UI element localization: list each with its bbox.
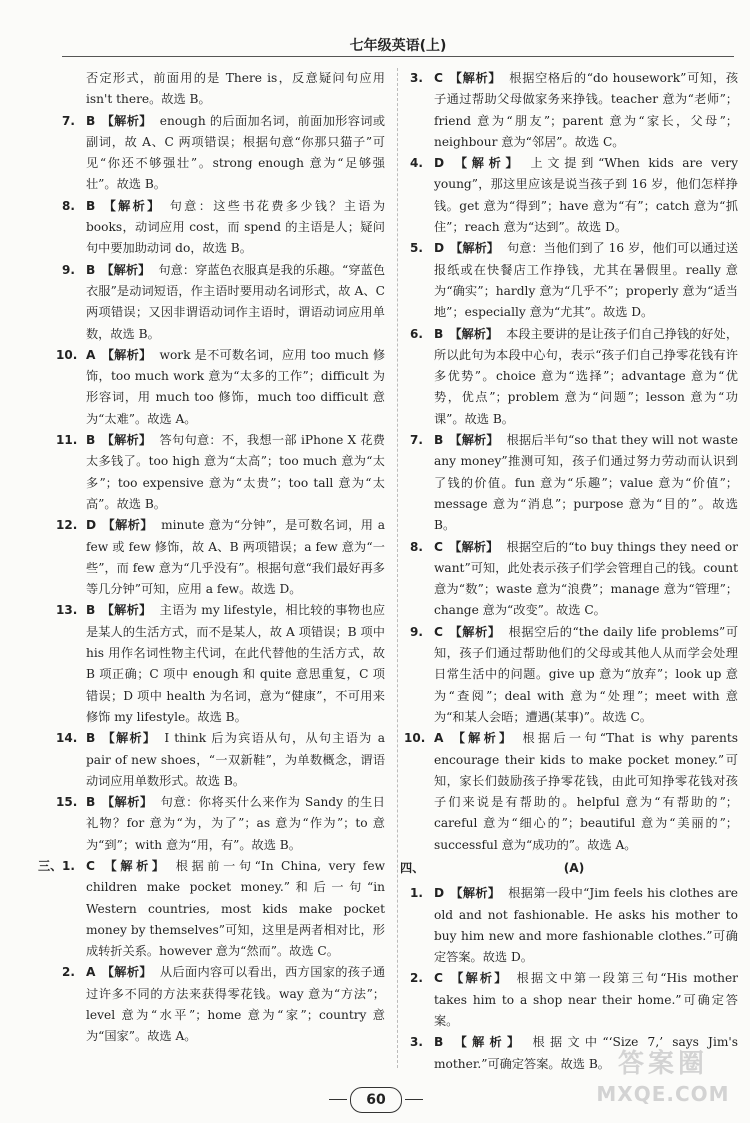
site-watermark: [588, 1047, 738, 1117]
answer-item: 10. A 【解析】 根据后一句“That is why parents encourage their kids to make pocket money.”可知，家长们鼓励孩子挣零花钱，由此可知挣零花钱对孩子们来说是有帮助的。helpful 意为“有帮助的”；careful 意为“细心的”；beautiful 意为“美丽的”；successful 意为“成功的”。故选 A。: [404, 731, 738, 852]
answer-item: 三、 1. C 【解析】 根据前一句“In China, very few children make pocket money.”和后一句“in Western countries, most kids make pocket money by themselves”可知，这里是两者相对比，形成转折关系。however 意为“然而”。故选 C。: [62, 856, 385, 962]
answer-item: 15. B 【解析】 句意：你将买什么来作为 Sandy 的生日礼物？for 意为“为，为了”；as 意为“作为”；to 意为“到”；with 意为“用，有”。故选 B。: [56, 795, 385, 852]
section-label: 三、: [38, 858, 63, 873]
answer-item: 3. C 【解析】 根据空格后的“do housework”可知，孩子通过帮助父母做家务来挣钱。teacher 意为“老师”；friend 意为“朋友”；parent 意为“家长，父母”；neighbour 意为“邻居”。故选 C。: [410, 71, 739, 149]
section-label: 四、: [400, 860, 425, 875]
answer-item: 9. B 【解析】 句意：穿蓝色衣服真是我的乐趣。“穿蓝色衣服”是动词短语，作主语时要用动名词形式，故 A、C 两项错误；又因非谓语动词作主语时，谓语动词应用单数，故选 B。: [62, 262, 386, 341]
answer-item: 3. B 【解析】 根据文中“‘Size 7,’ says Jim's mother.”可确定答案。故选 B。: [410, 1035, 738, 1071]
answer-item: 10. A 【解析】 work 是不可数名词，应用 too much 修饰，too much work 意为“太多的工作”；difficult 为形容词，用 much too 修饰，much too difficult 意为“太难”。故选 A。: [56, 347, 386, 426]
answer-item: 9. C 【解析】 根据空后的“the daily life problems”可知，孩子们通过帮助他们的父母或其他人从而学会处理日常生活中的问题。give up 意为“放弃”；look up 意为“查阅”；deal with 意为“处理”；meet with 意为“和某人会晤；遭遇(某事)”。故选 C。: [410, 624, 739, 724]
answer-item: 4. D 【解析】 上文提到“When kids are very young”，那这里应该是说当孩子到 16 岁，他们怎样挣钱。get 意为“得到”；have 意为“有”；catch 意为“抓住”；reach 意为“达到”。故选 D。: [410, 156, 738, 235]
right-column: [400, 68, 739, 1075]
answer-item: 1. D 【解析】 根据第一段中“Jim feels his clothes are old and not fashionable. He asks his mother to buy him new and more fashionable clothes.”可确定答案。故选 D。: [410, 886, 738, 965]
section-heading: [400, 858, 738, 879]
watermark-url: MXQE.COM: [596, 1082, 730, 1106]
passage-label: (A): [563, 860, 585, 875]
column-divider: [397, 68, 398, 1068]
answer-item: 5. D 【解析】 句意：当他们到了 16 岁，他们可以通过送报纸或在快餐店工作挣钱，尤其在暑假里。really 意为“确实”；hardly 意为“几乎不”；properly 意为“适当地”；especially 意为“尤其”。故选 D。: [410, 241, 739, 320]
watermark-text: 答案圈: [617, 1049, 708, 1079]
answer-item: 7. B 【解析】 根据后半句“so that they will not waste any money”推测可知，孩子们通过努力劳动而认识到了钱的价值。fun 意为“乐趣”；value 意为“价值”；message 意为“消息”；purpose 意为“目的”。故选 B。: [410, 433, 738, 533]
answer-item: 2. C 【解析】 根据文中第一段第三句“His mother takes him to a shop near their home.”可确定答案。: [410, 971, 738, 1029]
page-header: [62, 0, 734, 62]
answer-item: 8. C 【解析】 根据空后的“to buy things they need or want”可知，此处表示孩子们学会管理自己的钱。count 意为“数”；waste 意为“浪费”；manage 意为“管理”；change 意为“改变”。故选 C。: [410, 539, 738, 618]
answer-item: 2. A 【解析】 从后面内容可以看出，西方国家的孩子通过许多不同的方法来获得零花钱。way 意为“方法”；level 意为“水平”；home 意为“家”；country 意为“国家”。故选 A。: [62, 965, 386, 1044]
answer-item: 6. B 【解析】 本段主要讲的是让孩子们自己挣钱的好处，所以此句为本段中心句，表示“孩子们自己挣零花钱有许多优势”。choice 意为“选择”；advantage 意为“优势，优点”；problem 意为“问题”；lesson 意为“功课”。故选 B。: [410, 326, 739, 426]
header-rule: [62, 56, 734, 57]
answer-item: 13. B 【解析】 主语为 my lifestyle，相比较的事物也应是某人的生活方式，而不是某人，故 A 项错误；B 项中 his 用作名词性物主代词，在此代替他的生活方式，故 B 项正确；C 项中 enough 和 quite 意思重复，C 项错误；D 项中 health 为名词，意为“健康”，不可用来修饰 my lifestyle。故选 B。: [56, 603, 386, 724]
answer-item: 7. B 【解析】 enough 的后面加名词，前面加形容词或副词，故 A、C 两项错误；根据句意“你那只猫子”可见“你还不够强壮”。strong enough 意为“足够强壮”。故选 B。: [62, 113, 386, 192]
header-title: 七年级英语(上): [349, 38, 447, 54]
answer-item: 否定形式，前面用的是 There is，反意疑问句应用 isn't there。故选 B。: [86, 71, 385, 107]
answer-item: 8. B 【解析】 句意：这些书花费多少钱？主语为 books，动词应用 cost，而 spend 的主语是人；疑问句中要加助动词 do，故选 B。: [62, 198, 386, 256]
answer-item: 11. B 【解析】 答句句意：不，我想一部 iPhone X 花费太多钱了。too high 意为“太高”；too much 意为“太多”；too expensive 意为“太贵”；too tall 意为“太高”。故选 B。: [56, 433, 385, 511]
page-number: 60: [350, 1087, 402, 1113]
answer-item: 14. B 【解析】 I think 后为宾语从句，从句主语为 a pair of new shoes，“一双新鞋”，为单数概念，谓语动词应用单数形式。故选 B。: [56, 731, 385, 788]
left-column: [38, 68, 386, 1048]
answer-item: 12. D 【解析】 minute 意为“分钟”，是可数名词，用 a few 或 few 修饰，故 A、B 两项错误；a few 意为“一些”，而 few 意为“几乎没有”。根据句意“我们最好再多等几分钟”可知，应用 a few。故选 D。: [56, 518, 386, 597]
